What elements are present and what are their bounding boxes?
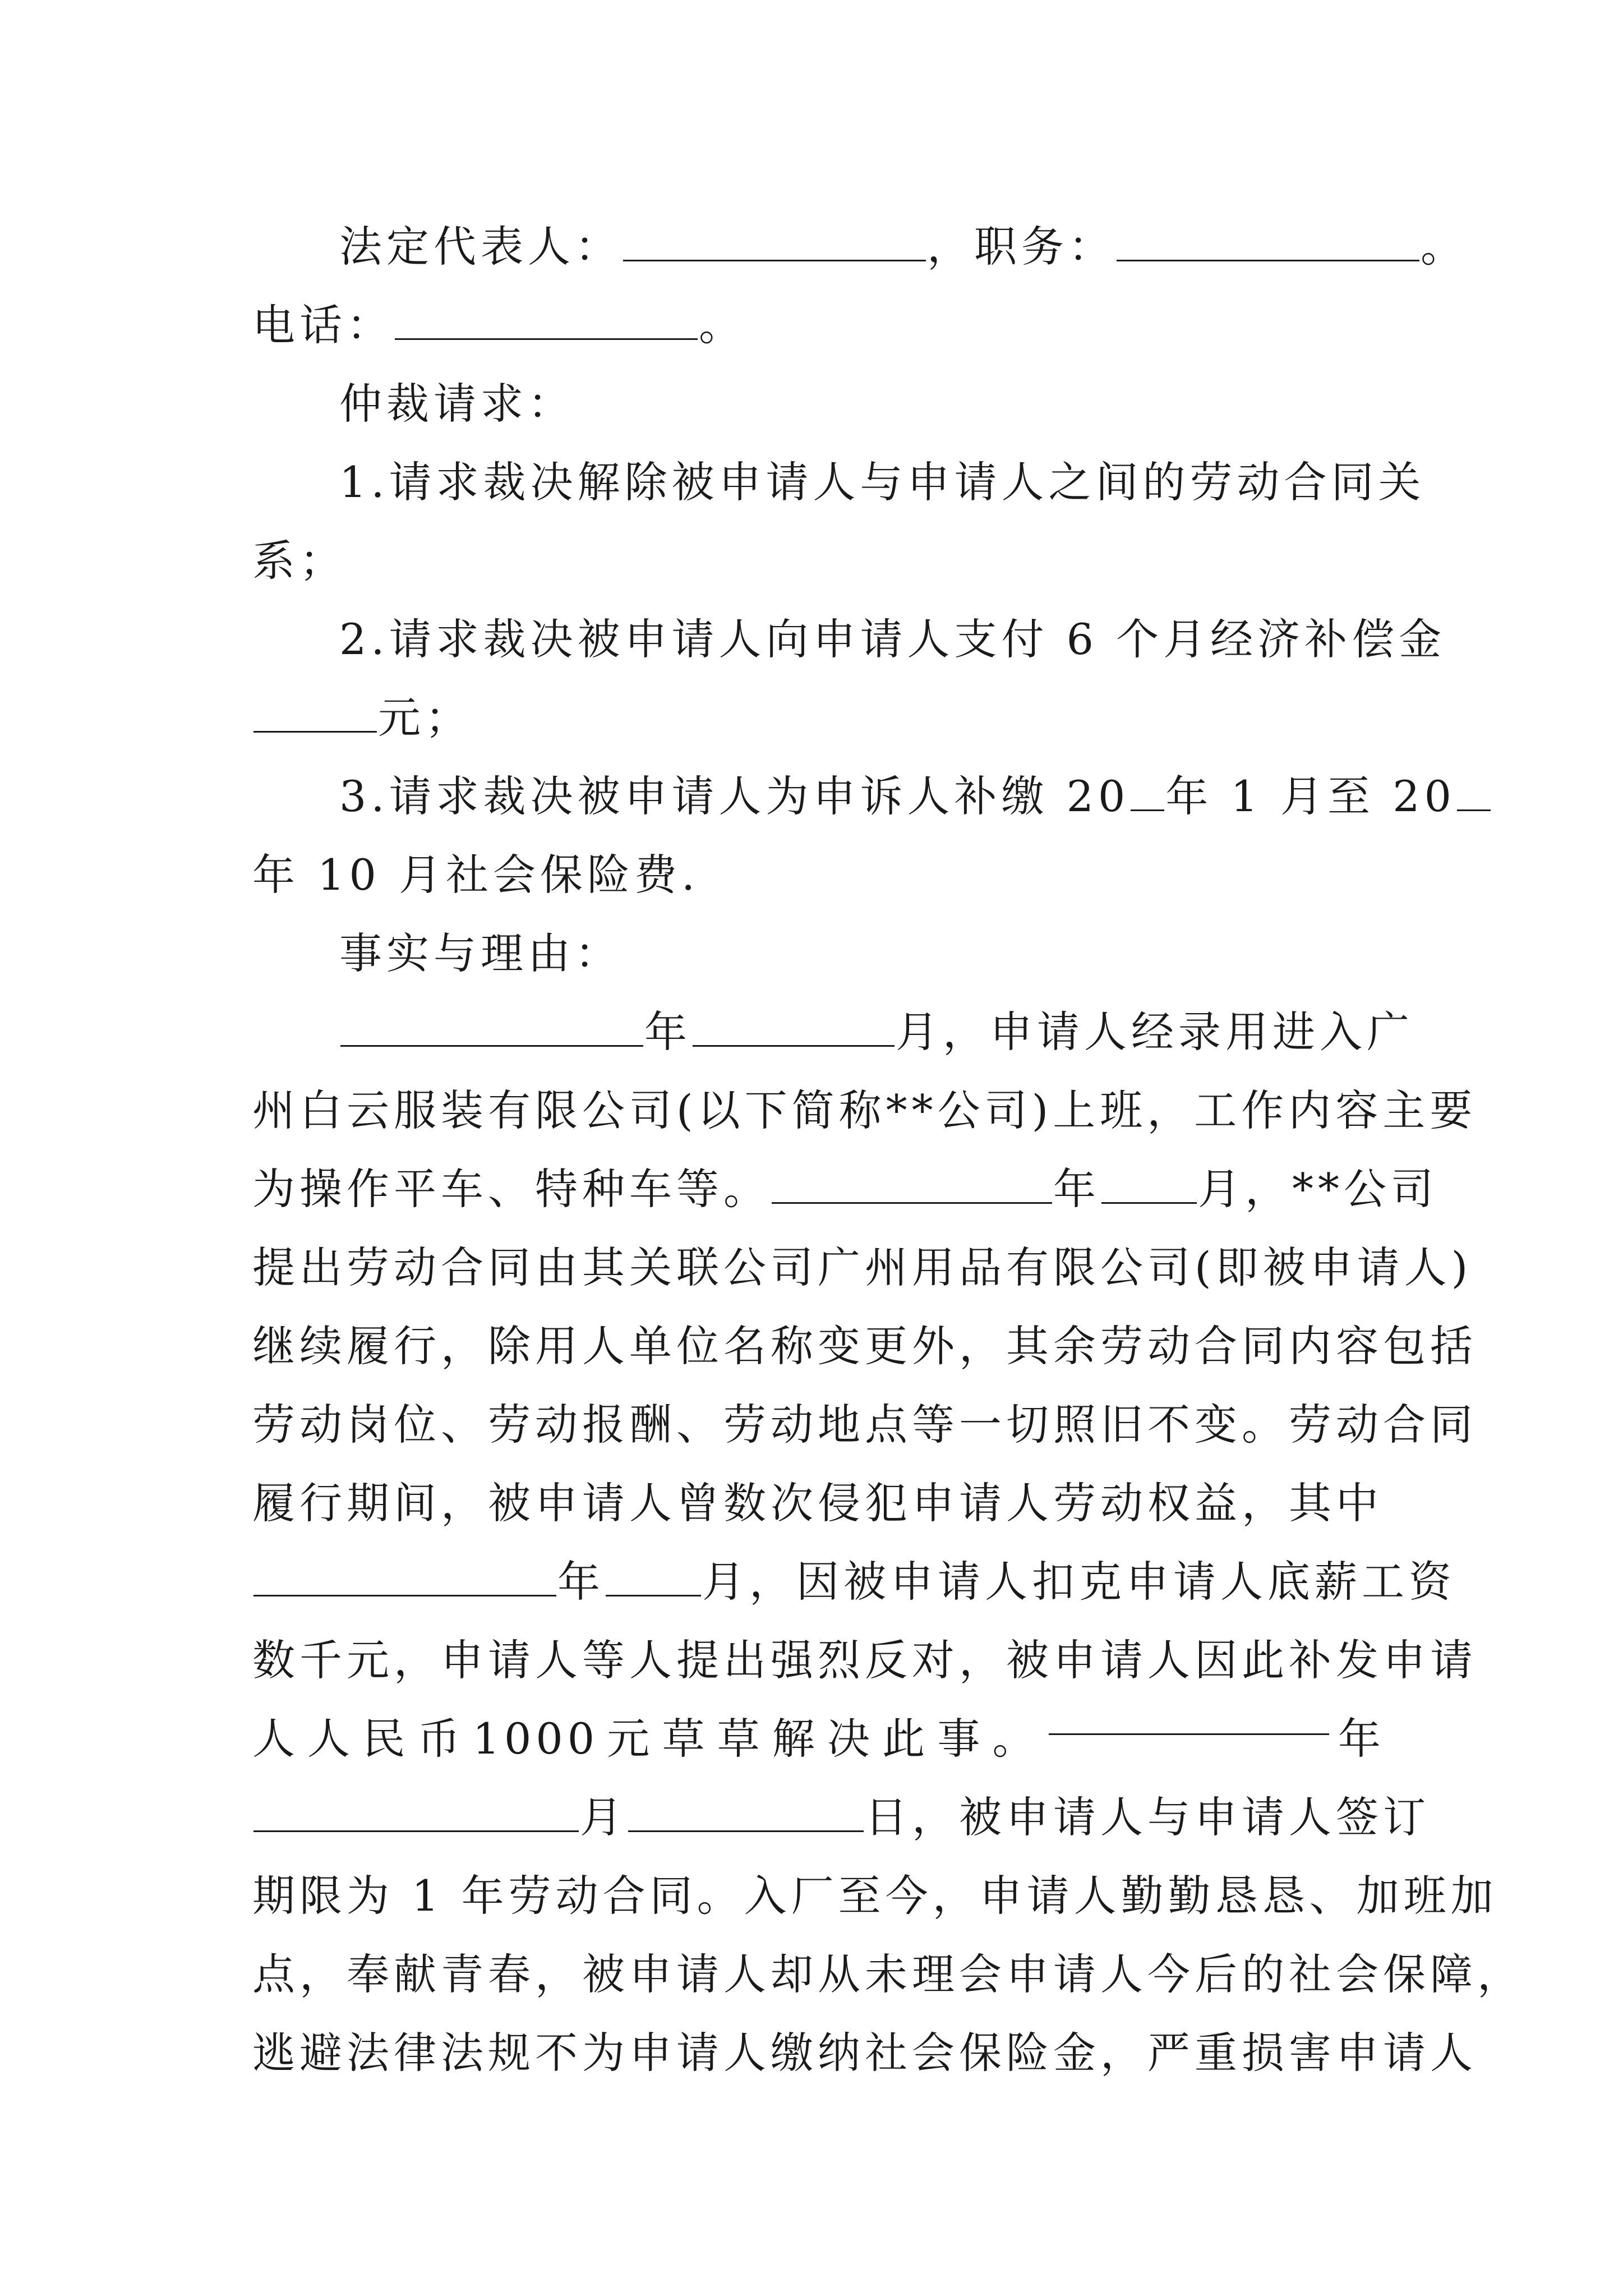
facts-line-3-rest: 月，**公司 [1198,1164,1438,1214]
claim-3-line-1 [252,757,1456,836]
word: 事 [937,1714,985,1764]
word: 草 [662,1714,709,1764]
facts-line-11 [252,1778,1430,1857]
hire-year-blank [340,1011,643,1047]
contract-year-blank [1049,1700,1329,1735]
transfer-year-blank [772,1168,1052,1204]
contract-day-blank [628,1797,864,1832]
position-blank [1117,226,1419,261]
facts-line-8-text: 月，因被申请人扣克申请人底薪工资 [702,1557,1456,1607]
contract-month-blank [253,1797,579,1832]
representative-end: 。 [1421,222,1468,272]
year-label: 年 [1338,1714,1385,1764]
word: 人 [252,1714,299,1764]
position-label: ，职务： [927,222,1115,272]
phone-blank [395,305,698,340]
word: 草 [717,1714,764,1764]
year-label: 年 [1053,1164,1100,1214]
word: 民 [362,1714,410,1764]
end-year-blank [1457,776,1491,811]
facts-line-3-text: 为操作平车、特种车等。 [252,1164,771,1214]
deduction-year-blank [253,1561,556,1596]
facts-line-1-text: 月，申请人经录用进入广 [896,1007,1414,1057]
facts-line-5: 继续履行，除用人单位名称变更外，其余劳动合同内容包括 [252,1321,1477,1371]
representative-label: 法定代表人： [339,222,622,272]
document-body [252,208,1524,2092]
claim-3-part-1: 3.请求裁决被申请人为申诉人补缴 20 [339,771,1130,821]
facts-line-1 [252,993,1414,1071]
representative-blank [623,226,926,261]
word: 人 [307,1714,355,1764]
compensation-amount-blank [253,697,377,733]
facts-line-2: 州白云服装有限公司(以下简称**公司)上班，工作内容主要 [252,1085,1477,1135]
claim-1-line-2: 系； [252,536,347,586]
hire-month-blank [693,1011,895,1047]
facts-line-4: 提出劳动合同由其关联公司广州用品有限公司(即被申请人) [252,1243,1473,1292]
transfer-month-blank [1101,1168,1197,1204]
month-label: 月 [580,1792,627,1842]
word: 1000 [472,1714,600,1764]
claim-3-part-2: 年 1 月至 20 [1165,771,1456,821]
facts-line-6: 劳动岗位、劳动报酬、劳动地点等一切照旧不变。劳动合同 [252,1400,1477,1450]
year-label: 年 [644,1007,691,1057]
start-year-blank [1131,776,1164,811]
phone-label: 电话： [252,300,394,350]
year-label: 年 [557,1557,605,1607]
claim-1-line-1: 1.请求裁决解除被申请人与申请人之间的劳动合同关 [339,457,1426,507]
phone-end: 。 [699,300,746,350]
claim-2-line-1: 2.请求裁决被申请人向申请人支付 6 个月经济补偿金 [339,614,1446,664]
word: 币 [417,1714,465,1764]
facts-line-14: 逃避法律法规不为申请人缴纳社会保险金，严重损害申请人 [252,2028,1477,2078]
facts-line-9: 数千元，申请人等人提出强烈反对，被申请人因此补发申请 [252,1635,1477,1685]
facts-line-13: 点，奉献青春，被申请人却从未理会申请人今后的社会保障， [252,1949,1524,1999]
word: 此 [882,1714,930,1764]
word: 解 [772,1714,819,1764]
phone-line [252,286,1385,365]
claims-heading: 仲裁请求： [339,379,575,429]
facts-line-3 [252,1150,1438,1228]
claim-3-line-2: 年 10 月社会保险费. [252,850,700,900]
facts-line-8 [252,1543,1456,1621]
word: 元 [607,1714,654,1764]
claim-2-end: 元； [378,693,472,743]
word: 决 [827,1714,874,1764]
claim-2-line-2 [252,679,1385,757]
facts-heading: 事实与理由： [339,928,622,978]
word: 。 [992,1714,1040,1764]
facts-line-10 [252,1700,1385,1778]
facts-line-11-text: 日，被申请人与申请人签订 [865,1792,1430,1842]
deduction-month-blank [606,1561,701,1596]
facts-line-12: 期限为 1 年劳动合同。入厂至今，申请人勤勤恳恳、加班加 [252,1871,1498,1921]
facts-line-7: 履行期间，被申请人曾数次侵犯申请人劳动权益，其中 [252,1478,1383,1528]
representative-line [252,208,1468,286]
